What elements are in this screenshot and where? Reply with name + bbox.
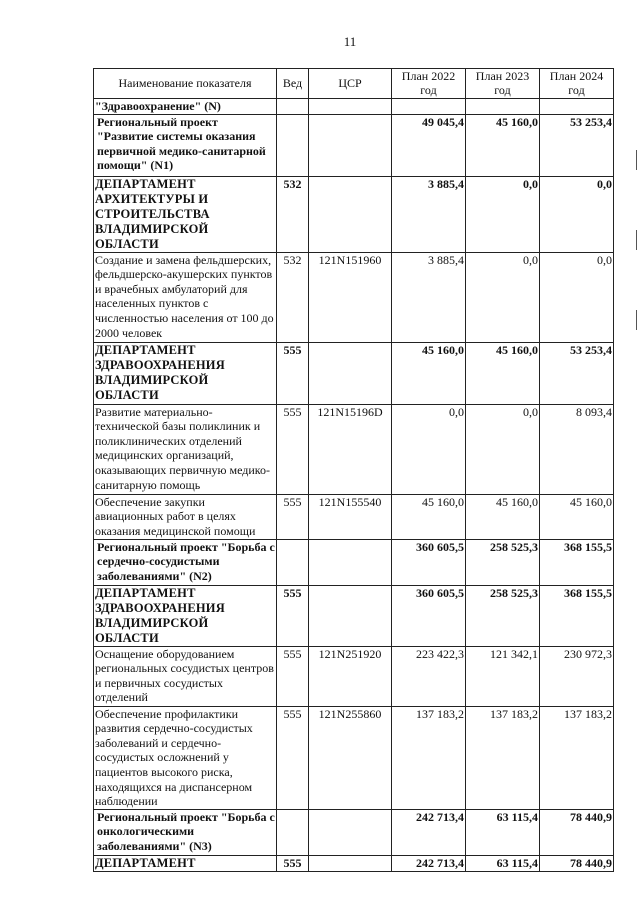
row-plan-2024: 53 253,4	[540, 342, 614, 404]
row-csr	[309, 342, 392, 404]
row-plan-2024: 45 160,0	[540, 494, 614, 539]
row-csr: 121N15196D	[309, 404, 392, 494]
table-row	[94, 252, 614, 342]
row-name: Обеспечение профилактики развития сердечно-сосудистых заболеваний и сердечно-сосудистых осложнений у пациентов высокого риска, находящихся на диспансерном наблюдении	[94, 706, 277, 809]
row-ved	[277, 99, 309, 115]
row-plan-2023: 258 525,3	[466, 539, 540, 585]
row-name: Оснащение оборудованием региональных сосудистых центров и первичных сосудистых отделений	[94, 646, 277, 706]
row-csr	[309, 99, 392, 115]
row-plan-2024: 78 440,9	[540, 855, 614, 871]
row-plan-2023: 137 183,2	[466, 706, 540, 809]
row-ved: 555	[277, 404, 309, 494]
row-name: "Здравоохранение" (N)	[94, 99, 277, 115]
row-plan-2023: 0,0	[466, 252, 540, 342]
table-row	[94, 539, 614, 585]
row-name: Региональный проект "Борьба с онкологическими заболеваниями" (N3)	[94, 809, 277, 855]
table-row	[94, 855, 614, 871]
row-plan-2024: 78 440,9	[540, 809, 614, 855]
row-plan-2022: 3 885,4	[392, 176, 466, 252]
edge-mark	[636, 310, 637, 330]
row-ved: 532	[277, 252, 309, 342]
row-csr: 121N155540	[309, 494, 392, 539]
row-plan-2022: 242 713,4	[392, 809, 466, 855]
page-number: 11	[343, 34, 357, 49]
table-row	[94, 494, 614, 539]
row-csr	[309, 585, 392, 646]
row-plan-2023: 45 160,0	[466, 494, 540, 539]
table-header-row	[94, 69, 614, 99]
row-plan-2024: 8 093,4	[540, 404, 614, 494]
table-row	[94, 114, 614, 176]
row-plan-2022: 45 160,0	[392, 494, 466, 539]
table-row	[94, 585, 614, 646]
table-row	[94, 176, 614, 252]
scan-edge-marks	[636, 150, 638, 850]
row-ved: 532	[277, 176, 309, 252]
edge-mark	[636, 150, 637, 170]
row-plan-2022: 137 183,2	[392, 706, 466, 809]
table-row	[94, 809, 614, 855]
row-name: Региональный проект "Борьба с сердечно-сосудистыми заболеваниями" (N2)	[94, 539, 277, 585]
row-csr: 121N255860	[309, 706, 392, 809]
header-ved: Вед	[277, 69, 309, 99]
row-name: Обеспечение закупки авиационных работ в целях оказания медицинской помощи	[94, 494, 277, 539]
row-ved	[277, 539, 309, 585]
header-plan-2024: План 2024 год	[540, 69, 614, 99]
row-ved: 555	[277, 646, 309, 706]
row-name: ДЕПАРТАМЕНТ ЗДРАВООХРАНЕНИЯ ВЛАДИМИРСКОЙ ОБЛАСТИ	[94, 342, 277, 404]
row-plan-2022: 45 160,0	[392, 342, 466, 404]
row-ved: 555	[277, 706, 309, 809]
table-row	[94, 342, 614, 404]
row-name: ДЕПАРТАМЕНТ	[94, 855, 277, 871]
row-plan-2024: 0,0	[540, 252, 614, 342]
row-plan-2023: 121 342,1	[466, 646, 540, 706]
row-csr	[309, 809, 392, 855]
row-plan-2024: 53 253,4	[540, 114, 614, 176]
row-name: ДЕПАРТАМЕНТ ЗДРАВООХРАНЕНИЯ ВЛАДИМИРСКОЙ ОБЛАСТИ	[94, 585, 277, 646]
row-plan-2022	[392, 99, 466, 115]
row-plan-2022: 0,0	[392, 404, 466, 494]
header-plan-2022: План 2022 год	[392, 69, 466, 99]
row-plan-2023: 63 115,4	[466, 855, 540, 871]
row-csr	[309, 539, 392, 585]
row-plan-2022: 242 713,4	[392, 855, 466, 871]
row-plan-2023	[466, 99, 540, 115]
row-csr: 121N151960	[309, 252, 392, 342]
row-plan-2024: 230 972,3	[540, 646, 614, 706]
header-name: Наименование показателя	[94, 69, 277, 99]
row-plan-2024: 368 155,5	[540, 585, 614, 646]
row-ved: 555	[277, 585, 309, 646]
row-name: Создание и замена фельдшерских, фельдшерско-акушерских пунктов и врачебных амбулаторий для населенных пунктов с численностью населения от 100 до 2000 человек	[94, 252, 277, 342]
row-plan-2023: 258 525,3	[466, 585, 540, 646]
header-plan-2023: План 2023 год	[466, 69, 540, 99]
row-plan-2024: 368 155,5	[540, 539, 614, 585]
row-csr	[309, 176, 392, 252]
row-ved	[277, 114, 309, 176]
row-csr: 121N251920	[309, 646, 392, 706]
row-name: Региональный проект "Развитие системы оказания первичной медико-санитарной помощи" (N1)	[94, 114, 277, 176]
row-plan-2023: 0,0	[466, 176, 540, 252]
row-plan-2022: 360 605,5	[392, 585, 466, 646]
row-ved: 555	[277, 342, 309, 404]
table-row	[94, 404, 614, 494]
row-ved: 555	[277, 494, 309, 539]
row-plan-2023: 45 160,0	[466, 342, 540, 404]
row-plan-2024: 137 183,2	[540, 706, 614, 809]
row-plan-2022: 223 422,3	[392, 646, 466, 706]
row-plan-2022: 360 605,5	[392, 539, 466, 585]
row-plan-2022: 3 885,4	[392, 252, 466, 342]
row-plan-2022: 49 045,4	[392, 114, 466, 176]
row-plan-2023: 0,0	[466, 404, 540, 494]
header-csr: ЦСР	[309, 69, 392, 99]
budget-table	[93, 68, 614, 872]
row-ved: 555	[277, 855, 309, 871]
row-plan-2024: 0,0	[540, 176, 614, 252]
row-ved	[277, 809, 309, 855]
row-plan-2024	[540, 99, 614, 115]
table-row	[94, 706, 614, 809]
row-csr	[309, 855, 392, 871]
table-row	[94, 646, 614, 706]
row-plan-2023: 63 115,4	[466, 809, 540, 855]
row-name: Развитие материально-технической базы поликлиник и поликлинических отделений медицинских организаций, оказывающих первичную медико-санитарную помощь	[94, 404, 277, 494]
row-csr	[309, 114, 392, 176]
edge-mark	[636, 230, 637, 250]
table-row	[94, 99, 614, 115]
row-plan-2023: 45 160,0	[466, 114, 540, 176]
row-name: ДЕПАРТАМЕНТ АРХИТЕКТУРЫ И СТРОИТЕЛЬСТВА ВЛАДИМИРСКОЙ ОБЛАСТИ	[94, 176, 277, 252]
